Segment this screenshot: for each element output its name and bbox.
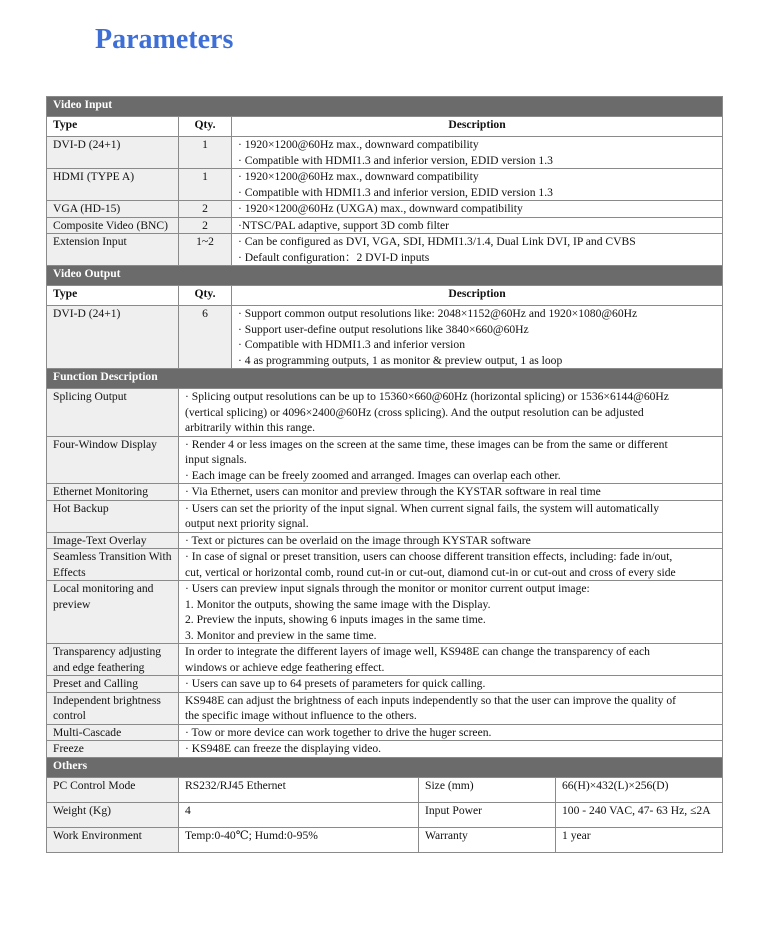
header-description: Description [232,286,723,306]
text-line: Splicing Output [53,390,127,403]
text-line: Four-Window Display [53,437,157,451]
description-cell [232,201,723,218]
type-cell: DVI-D (24+1) [47,137,179,169]
text-line: 2. Preview the inputs, showing 6 inputs images in the same time. [185,613,486,626]
table-row [47,234,723,266]
section-title: Function Description [47,369,723,389]
function-name-cell [47,549,179,581]
text-line: Effects [53,565,86,579]
spec-value: RS232/RJ45 Ethernet [179,777,419,802]
table-row [47,532,723,549]
text-line: · Support user-define output resolutions like 3840×660@60Hz [238,322,529,336]
spec-value: 1 year [556,827,723,852]
text-line: · Each image can be freely zoomed and arranged. Images can overlap each other. [185,468,561,482]
description-cell [232,217,723,234]
text-line: · 1920×1200@60Hz max., downward compatibility [238,138,479,151]
table-row [47,306,723,369]
text-line: · Render 4 or less images on the screen at the same time, these images can be from the same or different [185,437,668,451]
table-row [47,724,723,741]
qty-cell: 2 [179,201,232,218]
qty-cell: 6 [179,306,232,369]
table-row [47,500,723,532]
function-name-cell [47,436,179,484]
spec-value: 100 - 240 VAC, 47- 63 Hz, ≤2A [556,802,723,827]
function-description-cell [179,484,723,501]
function-description-cell [179,581,723,644]
text-line: · 4 as programming outputs, 1 as monitor & preview output, 1 as loop [238,353,563,367]
section-function-description [47,369,723,389]
table-row [47,741,723,758]
text-line: In order to integrate the different layers of image well, KS948E can change the transparency of each [185,645,650,658]
spec-label: PC Control Mode [47,777,179,802]
text-line: · Text or pictures can be overlaid on the image through KYSTAR software [185,533,531,547]
table-row [47,389,723,437]
function-description-cell [179,389,723,437]
header-description: Description [232,117,723,137]
text-line: KS948E can adjust the brightness of each inputs independently so that the user can improve the quality of [185,693,677,707]
text-line: · Compatible with HDMI1.3 and inferior version, EDID version 1.3 [238,185,553,199]
function-name-cell [47,676,179,693]
header-qty: Qty. [179,117,232,137]
text-line: · Splicing output resolutions can be up to 15360×660@60Hz (horizontal splicing) or 1536×6144@60Hz [185,390,669,403]
text-line: (vertical splicing) or 4096×2400@60Hz (cross splicing). And the output resolution can be adjusted [185,405,644,419]
header-qty: Qty. [179,286,232,306]
description-cell [232,137,723,169]
text-line: Local monitoring and [53,582,154,595]
text-line: Seamless Transition With [53,550,172,563]
spec-label: Work Environment [47,827,179,852]
function-name-cell [47,500,179,532]
spec-label: Warranty [419,827,556,852]
type-cell: DVI-D (24+1) [47,306,179,369]
text-line: Multi-Cascade [53,725,122,739]
table-row [47,802,723,827]
table-row [47,549,723,581]
table-row [47,169,723,201]
text-line: and edge feathering [53,660,145,674]
parameters-table [46,96,723,853]
text-line: Hot Backup [53,501,109,515]
function-name-cell [47,644,179,676]
text-line: output next priority signal. [185,517,309,530]
text-line: · Can be configured as DVI, VGA, SDI, HDMI1.3/1.4, Dual Link DVI, IP and CVBS [238,235,636,248]
table-row [47,777,723,802]
text-line: Preset and Calling [53,677,139,690]
text-line: cut, vertical or horizontal comb, round cut-in or cut-out, diamond cut-in or cut-out and cross of every side [185,565,676,579]
text-line: Independent brightness [53,693,161,707]
spec-label: Size (mm) [419,777,556,802]
section-title: Video Output [47,266,723,286]
description-cell [232,306,723,369]
qty-cell: 1~2 [179,234,232,266]
text-line: · Compatible with HDMI1.3 and inferior version, EDID version 1.3 [238,153,553,167]
header-type: Type [47,286,179,306]
text-line: windows or achieve edge feathering effect. [185,660,385,674]
text-line: the specific image without influence to the others. [185,709,417,722]
section-title: Video Input [47,97,723,117]
table-row [47,436,723,484]
spec-value: 66(H)×432(L)×256(D) [556,777,723,802]
text-line: input signals. [185,453,247,466]
table-row [47,201,723,218]
text-line: Image-Text Overlay [53,533,147,547]
spec-label: Input Power [419,802,556,827]
section-others [47,757,723,777]
text-line: 1. Monitor the outputs, showing the same image with the Display. [185,597,491,611]
function-description-cell [179,549,723,581]
function-description-cell [179,741,723,758]
type-cell: Extension Input [47,234,179,266]
qty-cell: 1 [179,169,232,201]
text-line: · Support common output resolutions like: 2048×1152@60Hz and 1920×1080@60Hz [238,307,638,320]
text-line: · In case of signal or preset transition, users can choose different transition effects, including: fade in/out, [185,550,673,563]
spec-label: Weight (Kg) [47,802,179,827]
function-description-cell [179,644,723,676]
text-line: control [53,709,86,722]
text-line: arbitrarily within this range. [185,421,316,434]
text-line: Ethernet Monitoring [53,485,148,498]
page-title: Parameters [95,24,234,55]
section-title: Others [47,757,723,777]
function-description-cell [179,676,723,693]
text-line: · 1920×1200@60Hz max., downward compatibility [238,170,479,183]
type-cell: HDMI (TYPE A) [47,169,179,201]
spec-value: Temp:0-40℃; Humd:0-95% [179,827,419,852]
text-line: · KS948E can freeze the displaying video. [185,742,382,755]
function-description-cell [179,532,723,549]
table-row [47,692,723,724]
function-name-cell [47,484,179,501]
text-line: Transparency adjusting [53,645,162,658]
text-line: · Users can save up to 64 presets of parameters for quick calling. [185,677,486,690]
table-row [47,484,723,501]
text-line: · Users can set the priority of the input signal. When current signal fails, the system will automatically [185,501,660,515]
function-description-cell [179,500,723,532]
spec-value: 4 [179,802,419,827]
text-line: preview [53,597,91,611]
column-header-row [47,117,723,137]
table-row [47,827,723,852]
function-name-cell [47,389,179,437]
text-line: · Via Ethernet, users can monitor and preview through the KYSTAR software in real time [185,485,601,498]
function-name-cell [47,741,179,758]
qty-cell: 2 [179,217,232,234]
description-cell [232,234,723,266]
section-video-output [47,266,723,286]
function-name-cell [47,724,179,741]
function-description-cell [179,692,723,724]
table-row [47,676,723,693]
function-name-cell [47,532,179,549]
table-row [47,644,723,676]
text-line: · Default configuration：2 DVI-D inputs [238,250,430,264]
function-name-cell [47,581,179,644]
column-header-row [47,286,723,306]
text-line: · 1920×1200@60Hz (UXGA) max., downward compatibility [238,202,523,215]
function-name-cell [47,692,179,724]
text-line: · Users can preview input signals through the monitor or monitor current output image: [185,582,590,595]
function-description-cell [179,724,723,741]
function-description-cell [179,436,723,484]
text-line: Freeze [53,742,84,755]
header-type: Type [47,117,179,137]
table-row [47,581,723,644]
type-cell: VGA (HD-15) [47,201,179,218]
text-line: · Compatible with HDMI1.3 and inferior version [238,338,466,351]
type-cell: Composite Video (BNC) [47,217,179,234]
text-line: ·NTSC/PAL adaptive, support 3D comb filter [238,218,450,232]
text-line: 3. Monitor and preview in the same time. [185,628,377,642]
section-video-input [47,97,723,117]
table-row [47,137,723,169]
table-row [47,217,723,234]
qty-cell: 1 [179,137,232,169]
text-line: · Tow or more device can work together to drive the huger screen. [185,725,492,739]
description-cell [232,169,723,201]
